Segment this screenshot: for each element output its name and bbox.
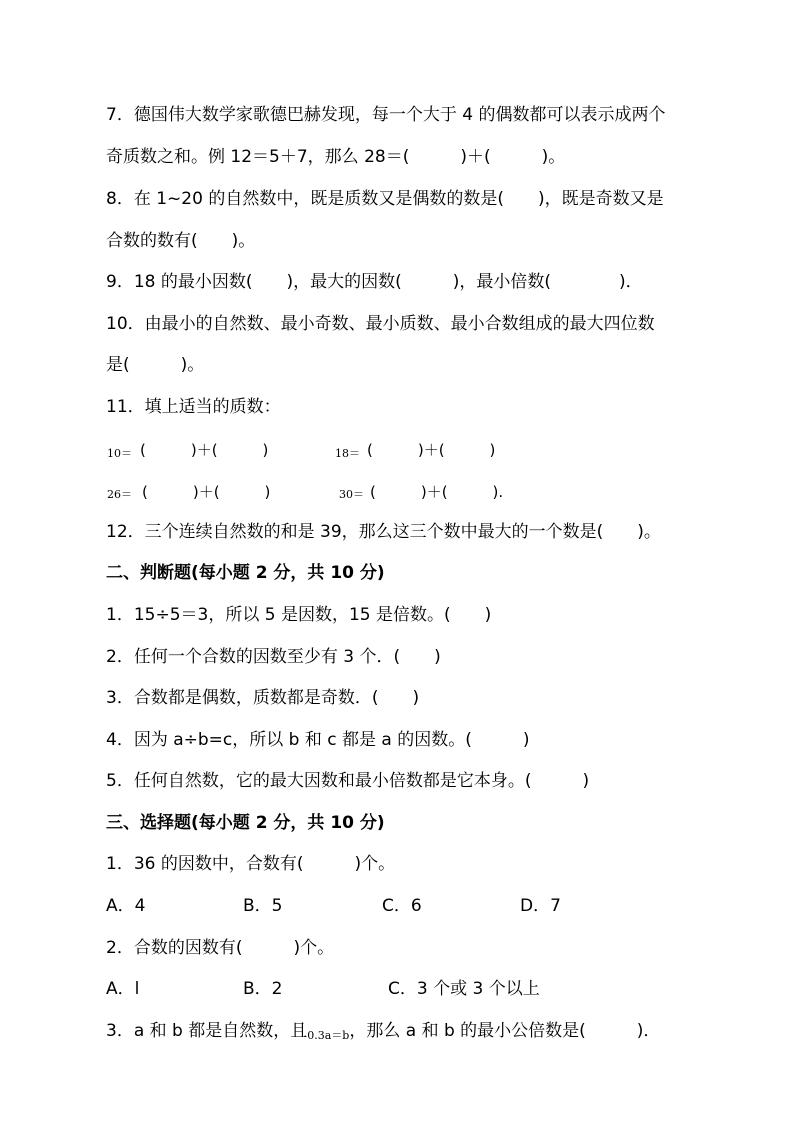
question-11-a-label: 10＝ bbox=[107, 447, 132, 460]
question-11-c-blanks: ( )＋( ) bbox=[142, 483, 271, 501]
judge-question-4: 4．因为 a÷b=c，所以 b 和 c 都是 a 的因数。( ) bbox=[106, 730, 530, 750]
question-10-line-1: 10．由最小的自然数、最小奇数、最小质数、最小合数组成的最大四位数 bbox=[106, 314, 655, 334]
judge-question-2: 2．任何一个合数的因数至少有 3 个．( ) bbox=[106, 647, 441, 667]
choice-3-text-start: 3．a 和 b 都是自然数，且 bbox=[106, 1021, 308, 1041]
choice-1-option-c: C．6 bbox=[382, 896, 422, 916]
question-9: 9．18 的最小因数( )，最大的因数( )，最小倍数( )． bbox=[106, 272, 643, 292]
question-7-line-1: 7．德国伟大数学家歌德巴赫发现，每一个大于 4 的偶数都可以表示成两个 bbox=[106, 105, 666, 125]
choice-question-2: 2．合数的因数有( )个。 bbox=[106, 938, 335, 958]
choice-question-3 bbox=[106, 1019, 660, 1048]
section-choice-title: 三、选择题(每小题 2 分，共 10 分) bbox=[106, 813, 385, 833]
judge-question-5: 5．任何自然数，它的最大因数和最小倍数都是它本身。( ) bbox=[106, 771, 590, 791]
question-10-line-2: 是( )。 bbox=[106, 355, 205, 375]
choice-3-formula: 0.3a＝b bbox=[307, 1029, 350, 1042]
choice-2-option-c: C．3 个或 3 个以上 bbox=[388, 979, 540, 999]
choice-1-option-d: D．7 bbox=[520, 896, 561, 916]
question-12: 12．三个连续自然数的和是 39，那么这三个数中最大的一个数是( )。 bbox=[106, 522, 661, 542]
judge-question-1: 1．15÷5＝3，所以 5 是因数，15 是倍数。( ) bbox=[106, 605, 492, 625]
choice-1-option-b: B．5 bbox=[243, 896, 283, 916]
question-11-b-blanks: ( )＋( ) bbox=[367, 441, 496, 459]
choice-question-1: 1．36 的因数中，合数有( )个。 bbox=[106, 854, 396, 874]
choice-2-option-a: A．l bbox=[106, 979, 140, 999]
question-7-line-2: 奇质数之和。例 12＝5＋7，那么 28＝( )＋( )。 bbox=[106, 147, 566, 167]
section-judge-title: 二、判断题(每小题 2 分，共 10 分) bbox=[106, 563, 385, 583]
choice-2-option-b: B．2 bbox=[243, 979, 283, 999]
choice-1-option-a: A．4 bbox=[106, 896, 146, 916]
judge-question-3: 3．合数都是偶数，质数都是奇数．( ) bbox=[106, 688, 420, 708]
question-11-a-blanks: ( )＋( ) bbox=[140, 441, 269, 459]
question-11-b-label: 18＝ bbox=[335, 447, 360, 460]
question-11-d-blanks: ( )＋( ). bbox=[370, 483, 504, 501]
question-8-line-2: 合数的数有( )。 bbox=[106, 231, 256, 251]
question-11-c-label: 26＝ bbox=[107, 488, 132, 501]
question-11: 11．填上适当的质数： bbox=[106, 397, 281, 417]
choice-3-text-end: ，那么 a 和 b 的最小公倍数是( )． bbox=[349, 1021, 661, 1041]
question-11-d-label: 30＝ bbox=[339, 488, 364, 501]
question-8-line-1: 8．在 1~20 的自然数中，既是质数又是偶数的数是( )，既是奇数又是 bbox=[106, 189, 664, 209]
